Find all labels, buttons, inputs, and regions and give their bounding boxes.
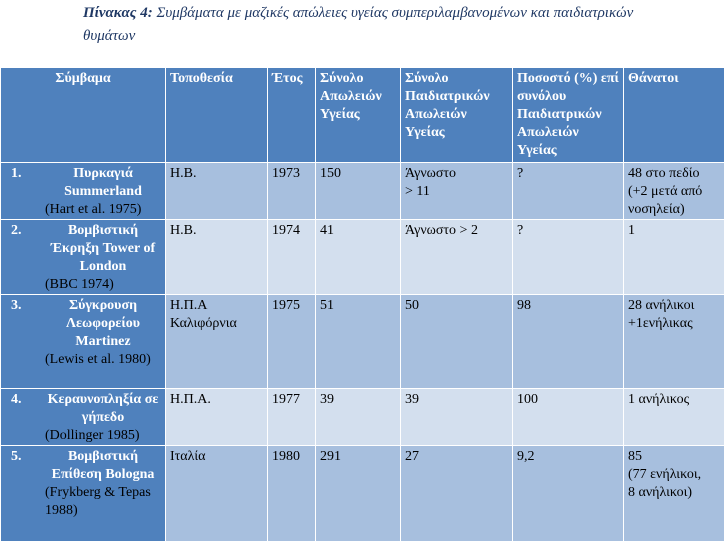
event-reference: (Hart et al. 1975) bbox=[45, 201, 161, 219]
percent-cell: ? bbox=[513, 163, 624, 220]
deaths-cell: 1 bbox=[624, 220, 724, 295]
event-cell bbox=[1, 295, 166, 389]
event-reference: (Lewis et al. 1980) bbox=[45, 351, 161, 369]
table-caption bbox=[83, 2, 643, 48]
event-reference: (BBC 1974) bbox=[45, 276, 161, 294]
event-name: Σύγκρουση Λεωφορείου Martinez bbox=[45, 297, 161, 351]
table-row bbox=[1, 389, 724, 446]
row-number: 1. bbox=[5, 165, 43, 219]
deaths-cell: 1 ανήλικος bbox=[624, 389, 724, 446]
header-location: Τοποθεσία bbox=[166, 68, 268, 163]
row-number: 4. bbox=[5, 391, 43, 445]
total-cell: 39 bbox=[316, 389, 401, 446]
header-deaths: Θάνατοι bbox=[624, 68, 724, 163]
row-number: 3. bbox=[5, 297, 43, 369]
deaths-cell: 85 (77 ενήλικοι, 8 ανήλικοι) bbox=[624, 446, 724, 542]
deaths-cell: 48 στο πεδίο (+2 μετά από νοσηλεία) bbox=[624, 163, 724, 220]
location-cell: Η.Π.Α Καλιφόρνια bbox=[166, 295, 268, 389]
table-row bbox=[1, 163, 724, 220]
percent-cell: ? bbox=[513, 220, 624, 295]
event-cell bbox=[1, 389, 166, 446]
row-number: 2. bbox=[5, 222, 43, 294]
year-cell: 1977 bbox=[268, 389, 316, 446]
table-row bbox=[1, 220, 724, 295]
pediatric-cell: 50 bbox=[401, 295, 513, 389]
deaths-cell: 28 ανήλικοι +1ενήλικας bbox=[624, 295, 724, 389]
percent-cell: 98 bbox=[513, 295, 624, 389]
caption-label: Πίνακας 4: bbox=[83, 5, 153, 21]
table-row bbox=[1, 295, 724, 389]
location-cell: Η.Π.Α. bbox=[166, 389, 268, 446]
location-cell: Η.Β. bbox=[166, 163, 268, 220]
pediatric-cell: 39 bbox=[401, 389, 513, 446]
event-reference: (Dollinger 1985) bbox=[45, 427, 161, 445]
caption-text: Συμβάματα με μαζικές απώλειες υγείας συμπεριλαμβανομένων και παιδιατρικών θυμάτων bbox=[83, 5, 633, 44]
location-cell: Η.Β. bbox=[166, 220, 268, 295]
header-event: Σύμβαμα bbox=[1, 68, 166, 163]
header-year: Έτος bbox=[268, 68, 316, 163]
event-cell bbox=[1, 163, 166, 220]
header-percent: Ποσοστό (%) επί συνόλου Παιδιατρικών Απωλειών Υγείας bbox=[513, 68, 624, 163]
location-cell: Ιταλία bbox=[166, 446, 268, 542]
casualty-events-table bbox=[0, 67, 724, 542]
event-name: Πυρκαγιά Summerland bbox=[45, 165, 161, 201]
percent-cell: 100 bbox=[513, 389, 624, 446]
total-cell: 150 bbox=[316, 163, 401, 220]
year-cell: 1975 bbox=[268, 295, 316, 389]
year-cell: 1974 bbox=[268, 220, 316, 295]
event-name: Κεραυνοπληξία σε γήπεδο bbox=[45, 391, 161, 427]
event-name: Βομβιστική Επίθεση Bologna bbox=[45, 448, 161, 484]
year-cell: 1973 bbox=[268, 163, 316, 220]
total-cell: 41 bbox=[316, 220, 401, 295]
pediatric-cell: Άγνωστο > 11 bbox=[401, 163, 513, 220]
total-cell: 291 bbox=[316, 446, 401, 542]
table-row bbox=[1, 446, 724, 542]
header-pediatric-casualties: Σύνολο Παιδιατρικών Απωλειών Υγείας bbox=[401, 68, 513, 163]
event-cell bbox=[1, 220, 166, 295]
event-name: Βομβιστική Έκρηξη Tower of London bbox=[45, 222, 161, 276]
pediatric-cell: 27 bbox=[401, 446, 513, 542]
header-row bbox=[1, 68, 724, 163]
row-number: 5. bbox=[5, 448, 43, 520]
event-cell bbox=[1, 446, 166, 542]
percent-cell: 9,2 bbox=[513, 446, 624, 542]
event-reference: (Frykberg & Tepas 1988) bbox=[45, 484, 161, 520]
header-total-casualties: Σύνολο Απωλειών Υγείας bbox=[316, 68, 401, 163]
pediatric-cell: Άγνωστο > 2 bbox=[401, 220, 513, 295]
year-cell: 1980 bbox=[268, 446, 316, 542]
total-cell: 51 bbox=[316, 295, 401, 389]
